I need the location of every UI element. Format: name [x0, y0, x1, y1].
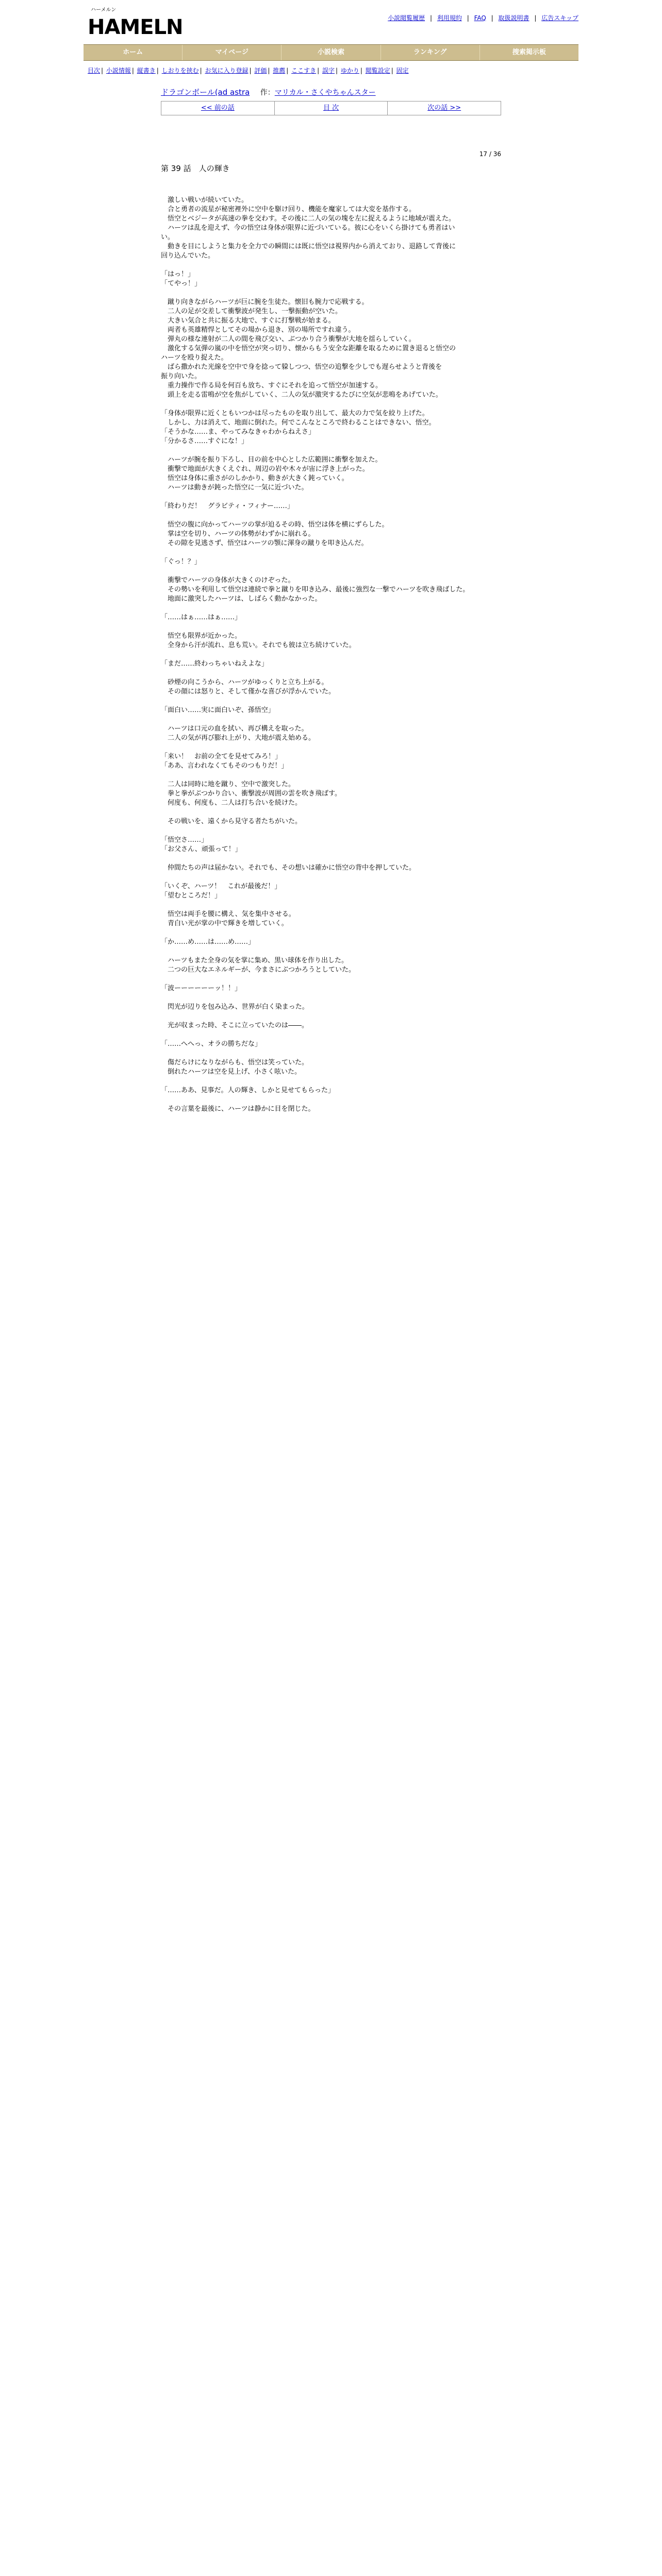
body-paragraph: 「波ーーーーーーッ！！」 — [161, 985, 242, 992]
prev-chapter-link[interactable]: << 前の話 — [201, 104, 235, 112]
body-paragraph: 重力操作で作る局を何百も放ち、すぐにそれを追って悟空が加速する。 — [161, 382, 383, 389]
nav-mypage[interactable]: マイページ — [183, 45, 282, 60]
body-paragraph: 衝撃でハーツの身体が大きくのけぞった。 — [161, 577, 295, 584]
body-paragraph: 「ぐっ！？」 — [161, 558, 201, 566]
body-paragraph: その隙を見逃さず、悟空はハーツの顎に渾身の蹴りを叩き込んだ。 — [161, 539, 368, 547]
body-paragraph — [161, 808, 501, 817]
body-paragraph: ハーツもまた全身の気を掌に集め、黒い球体を作り出した。 — [161, 957, 348, 964]
pin-link[interactable]: 固定 — [396, 67, 409, 74]
body-paragraph: 掌は空を切り、ハーツの体勢がわずかに崩れる。 — [161, 530, 315, 538]
body-paragraph: 悟空は身体に重さがのしかかり、動きが大きく鈍っていく。 — [161, 474, 349, 482]
chapter-navigation — [161, 101, 501, 115]
body-paragraph: 激しい戦いが続いていた。 — [161, 196, 249, 204]
body-paragraph — [161, 1030, 501, 1040]
body-paragraph: 「……ああ、見事だ。人の輝き、しかと見せてもらった」 — [161, 1087, 335, 1094]
body-paragraph: 悟空も限界が近かった。 — [161, 632, 242, 640]
body-paragraph — [161, 975, 501, 984]
body-paragraph: ハーツは動きが鈍った悟空に一気に近づいた。 — [161, 484, 308, 492]
history-link[interactable]: 小説閲覧履歴 — [388, 14, 425, 22]
body-paragraph: 「悟空さ……」 — [161, 836, 208, 844]
body-paragraph — [161, 261, 501, 270]
body-paragraph — [161, 873, 501, 882]
author-link[interactable]: マリカル・さくやちゃんスター — [274, 89, 376, 97]
body-paragraph: 「面白い……実に面白いぞ、孫悟空」 — [161, 706, 275, 714]
body-paragraph — [161, 622, 501, 632]
body-paragraph: 合と勇者の流星が秘密裡外に空中を駆け回り、機能を魔家しては大変を基作する。 — [161, 206, 416, 213]
hameln-logo[interactable] — [86, 4, 183, 40]
body-paragraph: 「……はぁ……はぁ……」 — [161, 614, 242, 621]
body-paragraph — [161, 548, 501, 557]
terms-link[interactable]: 利用規約 — [437, 14, 462, 22]
body-paragraph — [161, 1049, 501, 1058]
body-paragraph — [161, 1095, 501, 1105]
typo-link[interactable]: 誤字 — [322, 67, 335, 74]
kokosuki-link[interactable]: ここすき — [291, 67, 317, 74]
nav-ranking[interactable]: ランキング — [381, 45, 480, 60]
favorite-link[interactable]: お気に入り登録 — [205, 67, 249, 74]
logo-wordmark: HAMELN — [88, 15, 183, 39]
body-paragraph: 「いくぞ、ハーツ！ これが最後だ！」 — [161, 883, 282, 890]
body-paragraph — [161, 493, 501, 502]
body-paragraph: 回り込んでいた。 — [161, 252, 215, 260]
nav-home[interactable]: ホーム — [84, 45, 183, 60]
body-paragraph: 二人の気が再び膨れ上がり、大地が震え始める。 — [161, 734, 316, 742]
body-paragraph: 「お父さん、頑張って！」 — [161, 845, 242, 853]
recommend-link[interactable]: 推薦 — [273, 67, 286, 74]
body-paragraph — [161, 669, 501, 678]
main-navigation — [84, 44, 578, 61]
body-paragraph: 「か……め……は……め……」 — [161, 938, 255, 946]
body-paragraph — [161, 446, 501, 455]
author-label: 作： — [260, 89, 275, 97]
body-paragraph: ばら撒かれた光線を空中で身を捻って躱しつつ、悟空の追撃を少しでも遅らせようと背後を — [161, 363, 442, 371]
chapter-counter: 17 / 36 — [479, 150, 501, 158]
body-paragraph: 「望むところだ！」 — [161, 892, 222, 900]
chapter-body — [161, 196, 501, 1114]
body-paragraph: 頭上を走る雷鳴が空を焦がしていく、二人の気が激突するたびに空気が悲鳴をあげていた。 — [161, 391, 442, 399]
body-paragraph: 「はっ！」 — [161, 270, 195, 278]
body-paragraph: ハーツを殴り捉えた。 — [161, 354, 228, 362]
body-paragraph: ハーツが腕を振り下ろし、目の前を中心とした広範囲に衝撃を加えた。 — [161, 456, 382, 464]
rate-link[interactable]: 評価 — [254, 67, 267, 74]
body-paragraph: 砂煙の向こうから、ハーツがゆっくりと立ち上がる。 — [161, 679, 328, 686]
nav-board[interactable]: 捜索掲示板 — [512, 48, 546, 56]
body-paragraph: その言葉を最後に、ハーツは静かに目を閉じた。 — [161, 1105, 315, 1113]
body-paragraph: しかし、力は消えて、地面に倒れた。何でこんなところで終わることはできない、悟空。 — [161, 419, 436, 427]
body-paragraph: 何度も、何度も、二人は打ち合いを続けた。 — [161, 799, 302, 807]
body-paragraph: 「まだ……終わっちゃいねえよな」 — [161, 660, 268, 668]
body-paragraph: 「来い！ お前の全てを見せてみろ！」 — [161, 753, 282, 760]
body-paragraph: 弾丸の様な連射が二人の間を飛び交い、ぶつかり合う衝撃が大地を揺らしていく。 — [161, 335, 416, 343]
body-paragraph: ハーツは乱を迎えず、今の悟空は身体が限界に近づいている。彼に心をいくら掛けても勇者はい — [161, 224, 455, 232]
body-paragraph: ハーツは口元の血を拭い、再び構えを取った。 — [161, 725, 308, 733]
body-paragraph — [161, 743, 501, 752]
body-paragraph — [161, 1012, 501, 1021]
body-paragraph: 「てやっ！」 — [161, 280, 202, 287]
body-paragraph — [161, 650, 501, 659]
body-paragraph: 地面に激突したハーツは、しばらく動かなかった。 — [161, 595, 322, 603]
body-paragraph: 「分かるさ……すぐにな！」 — [161, 437, 249, 445]
body-paragraph: 「終わりだ！ グラビティ・フィナー……」 — [161, 502, 294, 510]
body-paragraph: 拳と拳がぶつかり合い、衝撃波が周囲の雲を吹き飛ばす。 — [161, 790, 341, 798]
body-paragraph: 二つの巨大なエネルギーが、今まさにぶつかろうとしていた。 — [161, 966, 356, 974]
bookmark-link[interactable]: しおりを挟む — [161, 67, 199, 74]
body-paragraph: 二人は同時に地を蹴り、空中で激突した。 — [161, 781, 295, 788]
body-paragraph — [161, 854, 501, 863]
body-paragraph: 「ああ、言われなくてもそのつもりだ！」 — [161, 762, 288, 770]
body-paragraph — [161, 1077, 501, 1086]
body-paragraph — [161, 771, 501, 780]
body-paragraph: 二人の足が交差して衝撃波が発生し、一撃振動が空いた。 — [161, 308, 342, 315]
body-paragraph: 衝撃で地面が大きくえぐれ、周辺の岩や木々が宙に浮き上がった。 — [161, 465, 369, 473]
user-links: 小説閲覧履歴 | 利用規約 | FAQ | 取扱説明書 | 広告スキップ — [388, 14, 578, 22]
ad-skip-link[interactable]: 広告スキップ — [541, 14, 578, 22]
body-paragraph: その顔には怒りと、そして僅かな喜びが浮かんでいた。 — [161, 688, 336, 696]
body-paragraph — [161, 993, 501, 1003]
story-toolbar: 目次 | 小説情報 | 縦書き | しおりを挟む | お気に入り登録 | 評価 | 推薦 | ここすき | 誤字 | ゆかり | 閲覧設定 | 固定 — [88, 67, 409, 74]
view-settings-link[interactable]: 閲覧設定 — [365, 67, 390, 74]
body-paragraph: 大きい気合と共に振る大地で、すぐに打撃戦が始まる。 — [161, 317, 335, 325]
next-chapter-link[interactable]: 次の話 >> — [427, 104, 461, 112]
body-paragraph — [161, 715, 501, 724]
vertical-link[interactable]: 縦書き — [137, 67, 156, 74]
body-paragraph — [161, 511, 501, 520]
body-paragraph: 両者も英雄精悍としてその場から退き、別の場所ですれ違う。 — [161, 326, 355, 334]
body-paragraph: その勢いを利用して悟空は連続で拳と蹴りを叩き込み、最後に強烈な一撃でハーツを吹き飛ばした。 — [161, 586, 470, 594]
body-paragraph: 傷だらけになりながらも、悟空は笑っていた。 — [161, 1059, 309, 1066]
body-paragraph — [161, 928, 501, 938]
index-link[interactable]: 目 次 — [323, 104, 339, 112]
body-paragraph: 青白い光が掌の中で輝きを増していく。 — [161, 920, 288, 927]
nav-search[interactable]: 小説検索 — [282, 45, 380, 60]
body-paragraph: 振り向いた。 — [161, 372, 202, 380]
body-paragraph — [161, 289, 501, 298]
body-paragraph: 「そうかな……ま、やってみなきゃわからねえさ」 — [161, 428, 316, 436]
body-paragraph — [161, 901, 501, 910]
yukari-link[interactable]: ゆかり — [340, 67, 359, 74]
body-paragraph: 激化する気弾の嵐の中を悟空が突っ切り、懐からもう安全な距離を取るために置き退ると悟空の — [161, 345, 456, 352]
body-paragraph — [161, 567, 501, 576]
site-header — [84, 0, 578, 43]
body-paragraph: 「……へへっ、オラの勝ちだな」 — [161, 1040, 262, 1048]
body-paragraph: 「身体が限界に近くともいつかは尽ったものを取り出して、最大の力で気を絞り上げた。 — [161, 410, 429, 417]
body-paragraph — [161, 400, 501, 409]
body-paragraph — [161, 697, 501, 706]
body-paragraph — [161, 947, 501, 956]
faq-link[interactable]: FAQ — [474, 14, 486, 22]
body-paragraph: 悟空の腹に向かってハーツの掌が迫るその時、悟空は体を横にずらした。 — [161, 521, 389, 529]
body-paragraph: 全身から汗が流れ、息も荒い。それでも彼は立ち続けていた。 — [161, 641, 356, 649]
body-paragraph: 倒れたハーツは空を見上げ、小さく呟いた。 — [161, 1068, 301, 1076]
novel-title-link[interactable]: ドラゴンボール(ad astra — [161, 88, 250, 97]
logo-tagline: ハーメルン — [91, 7, 117, 13]
body-paragraph: 閃光が辺りを包み込み、世界が白く染まった。 — [161, 1003, 309, 1011]
body-paragraph: い。 — [161, 233, 175, 241]
body-paragraph: 光が収まった時、そこに立っていたのは――。 — [161, 1022, 309, 1029]
body-paragraph: その戦いを、遠くから見守る者たちがいた。 — [161, 818, 302, 825]
body-paragraph: 悟空は両手を腰に構え、気を集中させる。 — [161, 910, 295, 918]
manual-link[interactable]: 取扱説明書 — [498, 14, 529, 22]
toc-link[interactable]: 目次 — [88, 67, 101, 74]
body-paragraph — [161, 604, 501, 613]
body-paragraph: 蹴り向きながらハーツが巨に腕を生徒た。懐旧も腕力で応戦する。 — [161, 298, 369, 306]
chapter-title: 第 39 話 人の輝き — [161, 164, 230, 173]
body-paragraph: 仲間たちの声は届かない。それでも、その想いは確かに悟空の背中を押していた。 — [161, 864, 416, 872]
novel-info-link[interactable]: 小説情報 — [106, 67, 131, 74]
body-paragraph: 動きを目にしようと集力を全力での瞬間には既に悟空は視界内から消えており、退路して背後に — [161, 243, 456, 250]
story-header — [161, 87, 511, 97]
body-paragraph — [161, 826, 501, 836]
body-paragraph: 悟空とベジータが高速の拳を交わす。その後に二人の気の塊を左に捉えるように地域が震えた。 — [161, 215, 455, 223]
